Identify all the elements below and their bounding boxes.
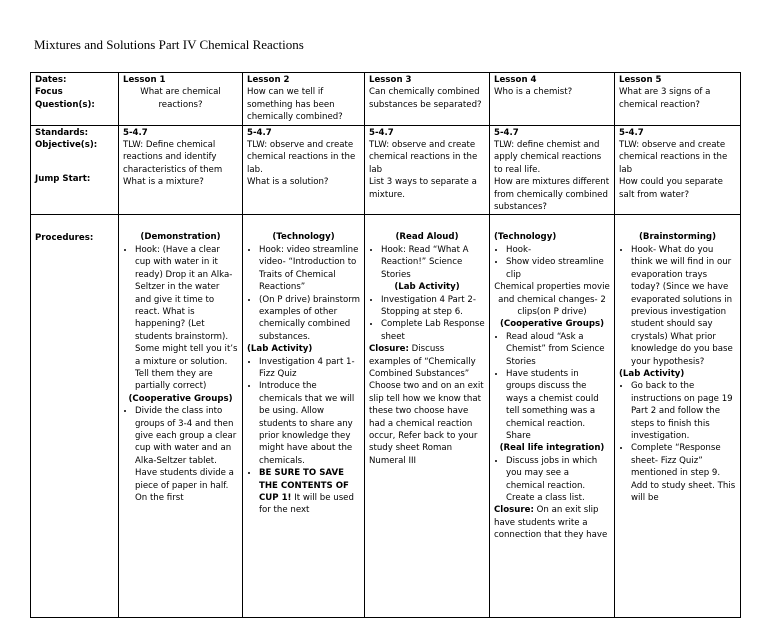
closure-text xyxy=(494,504,610,541)
standard: 5-4.7 xyxy=(619,127,644,138)
section-heading: (Technology) xyxy=(494,232,557,243)
standards-label: Standards: xyxy=(35,127,89,138)
section-heading: (Technology) xyxy=(272,232,335,243)
list-item: • Have students in groups discuss the ways a chemist could tell something was a chemical reaction. Share xyxy=(506,368,610,442)
procedures-label: Procedures: xyxy=(35,233,94,244)
document-title: Mixtures and Solutions Part IV Chemical Reactions xyxy=(34,37,304,52)
list-item: • Introduce the chemicals that we will be using. Allow students to share any prior knowledge they might have about the chemicals. xyxy=(259,380,360,467)
closure-label: Closure: xyxy=(494,505,534,516)
objectives-label: Objective(s): xyxy=(35,140,98,151)
lesson-3-header xyxy=(365,73,490,126)
bullet-list xyxy=(247,356,360,517)
bullet-list xyxy=(619,380,736,504)
jumpstart-label: Jump Start: xyxy=(35,174,91,185)
lesson-5-procedures xyxy=(615,215,741,618)
procedures-label-cell xyxy=(31,215,119,618)
bullet-list xyxy=(123,405,238,504)
section-heading: (Lab Activity) xyxy=(394,282,460,293)
procedures-row xyxy=(31,215,741,618)
section-heading: (Lab Activity) xyxy=(619,368,685,379)
bullet-list xyxy=(369,244,485,281)
closure-label: Closure: xyxy=(369,344,409,355)
lesson-5-standards xyxy=(615,125,741,215)
standard: 5-4.7 xyxy=(494,127,519,138)
lesson-1-header xyxy=(119,73,243,126)
list-item: • Read aloud “Ask a Chemist” from Science Stories xyxy=(506,331,610,368)
section-heading: (Brainstorming) xyxy=(638,232,717,243)
closure-body: Discuss examples of “Chemically Combined Substances” Choose two and on an exit slip tell how we know that these two choose have had a chemical reaction occur, Refer back to your study sheet Roman Numeral III xyxy=(369,344,484,466)
objective: TLW: define chemist and apply chemical reactions to real life. xyxy=(494,140,602,175)
lesson-plan-table xyxy=(30,72,741,618)
focus-question: What are chemical reactions? xyxy=(140,87,221,110)
bullet-list xyxy=(369,294,485,344)
list-item: • Hook- xyxy=(506,244,610,256)
section-heading: (Real life integration) xyxy=(499,443,605,454)
lesson-name: Lesson 5 xyxy=(619,75,662,85)
objective: TLW: Define chemical reactions and identify characteristics of them xyxy=(123,140,223,175)
jumpstart: List 3 ways to separate a mixture. xyxy=(369,177,477,200)
focus-question: How can we tell if something has been chemically combined? xyxy=(247,87,343,123)
list-item: • Complete “Response sheet- Fizz Quiz” mentioned in step 9. Add to study sheet. This will be xyxy=(631,442,736,504)
list-item: • Complete Lab Response sheet xyxy=(381,318,485,343)
bullet-list xyxy=(123,244,238,393)
objective: TLW: observe and create chemical reactions in the lab xyxy=(619,140,728,175)
standard: 5-4.7 xyxy=(247,127,272,138)
standards-label-cell xyxy=(31,125,119,215)
focus-question: Who is a chemist? xyxy=(494,87,573,98)
bullet-list xyxy=(619,244,736,368)
lesson-name: Lesson 4 xyxy=(494,75,537,85)
bullet-list xyxy=(494,331,610,443)
standards-row xyxy=(31,125,741,215)
list-item: • Investigation 4 part 1-Fizz Quiz xyxy=(259,356,360,381)
list-item: • Hook: Read “What A Reaction!” Science Stories xyxy=(381,244,485,281)
list-item: • Hook: video streamline video- “Introduction to Traits of Chemical Reactions” xyxy=(259,244,360,294)
bullet-list xyxy=(494,244,610,281)
bullet-list xyxy=(247,244,360,343)
list-item: • Discuss jobs in which you may see a chemical reaction. Create a class list. xyxy=(506,455,610,505)
focus-label: Focus Question(s): xyxy=(35,87,95,110)
jumpstart: How are mixtures different from chemically combined substances? xyxy=(494,177,610,213)
list-item-text: It will be used for the next xyxy=(259,493,354,516)
lesson-4-header xyxy=(490,73,615,126)
section-heading: (Lab Activity) xyxy=(247,344,313,355)
lesson-4-standards xyxy=(490,125,615,215)
bullet-list xyxy=(494,455,610,505)
list-item xyxy=(259,467,360,517)
standard: 5-4.7 xyxy=(369,127,394,138)
section-heading: (Cooperative Groups) xyxy=(128,393,233,404)
lesson-5-header xyxy=(615,73,741,126)
list-item: • Go back to the instructions on page 19 Part 2 and follow the steps to finish this investigation. xyxy=(631,380,736,442)
closure-body: On an exit slip have students write a connection that they have xyxy=(494,505,608,541)
section-heading: (Read Aloud) xyxy=(395,232,459,243)
closure-text xyxy=(369,343,485,467)
dates-focus-label-cell xyxy=(31,73,119,126)
section-heading: (Demonstration) xyxy=(140,232,221,243)
list-item: • Show video streamline clip xyxy=(506,256,610,281)
focus-question: What are 3 signs of a chemical reaction? xyxy=(619,87,711,110)
focus-question: Can chemically combined substances be separated? xyxy=(369,87,482,110)
list-item: • (On P drive) brainstorm examples of other chemically combined substances. xyxy=(259,294,360,344)
list-text: Chemical properties movie and chemical changes- 2 clips(on P drive) xyxy=(494,282,610,317)
warning-text: BE SURE TO SAVE THE CONTENTS OF CUP 1! xyxy=(259,468,349,503)
lesson-2-header xyxy=(243,73,365,126)
dates-label: Dates: xyxy=(35,75,67,85)
lesson-name: Lesson 1 xyxy=(123,75,166,85)
jumpstart: How could you separate salt from water? xyxy=(619,177,723,200)
list-item: • Hook: (Have a clear cup with water in it ready) Drop it an Alka-Seltzer in the water and give it time to react. What is happening? (Let students brainstorm). Some might tell you it’s a mixture or solution. Tell them they are partially correct) xyxy=(135,244,238,393)
lesson-3-standards xyxy=(365,125,490,215)
lesson-1-procedures xyxy=(119,215,243,618)
lesson-2-procedures xyxy=(243,215,365,618)
list-item: • Hook- What do you think we will find in our evaporation trays today? (Since we have evaporated solutions in previous investigation student should say crystals) What prior knowledge do you base your hypothesis? xyxy=(631,244,736,368)
section-heading: (Cooperative Groups) xyxy=(499,319,605,330)
lesson-4-procedures xyxy=(490,215,615,618)
objective: TLW: observe and create chemical reactions in the lab. xyxy=(247,140,356,175)
standard: 5-4.7 xyxy=(123,127,148,138)
lesson-name: Lesson 2 xyxy=(247,75,290,85)
objective: TLW: observe and create chemical reactions in the lab xyxy=(369,140,478,175)
jumpstart: What is a solution? xyxy=(247,177,329,188)
lesson-1-standards xyxy=(119,125,243,215)
jumpstart: What is a mixture? xyxy=(123,177,204,188)
lesson-3-procedures xyxy=(365,215,490,618)
lesson-2-standards xyxy=(243,125,365,215)
list-item: • Investigation 4 Part 2- Stopping at step 6. xyxy=(381,294,485,319)
lesson-name: Lesson 3 xyxy=(369,75,412,85)
list-item: • Divide the class into groups of 3-4 and then give each group a clear cup with water and an Alka-Seltzer tablet. Have students divide a piece of paper in half. On the first xyxy=(135,405,238,504)
header-row xyxy=(31,73,741,126)
